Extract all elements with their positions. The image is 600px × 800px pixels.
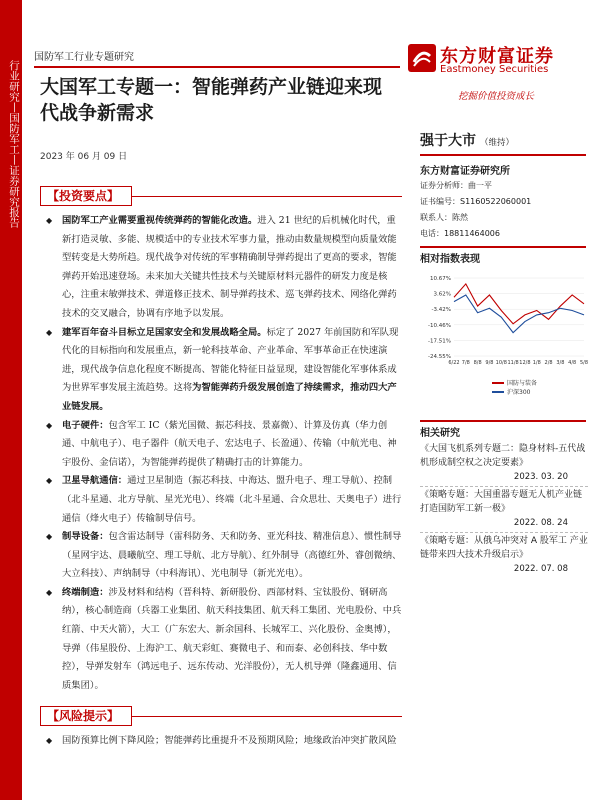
related-item[interactable]: 《策略专题：从俄乌冲突对 A 股军工 产业链带来四大技术升级启示》 [420,536,588,560]
legend-item [492,378,537,387]
sidebar-label: 行业研究丨国防军工丨证券研究报告 [8,60,20,228]
risk-header: 【风险提示】 [40,706,132,726]
logo-name-cn: 东方财富证券 [440,46,554,67]
point-text: 进入 21 世纪的后机械化时代，重新打造灵敏、多能、规模适中的专业技术军事力量，推动由数量规模型向质量效能型转变是大势所趋。现代战争对传统的军事精确制导弹药提出了更高的要求，智能弹药开始迅速登场。未来加大关键共性技术与关键原材料元器件的研发力度是核心，注重末敏弹技术、弹道修正技术、制导弹药技术、巡飞弹药技术、网络化弹药技术的交叉融合，协调有序地予以发展。 [62,215,397,319]
y-tick-label: 10.67% [430,276,451,282]
related-title: 相关研究 [420,428,460,439]
risk-rule [132,716,402,717]
rating-divider [420,154,586,156]
x-tick-label: 10/8 [495,360,507,366]
series-line [454,295,584,333]
report-date: 2023 年 06 月 09 日 [40,152,128,162]
relative-performance-chart [418,272,588,368]
point-lead: 制导设备： [62,531,109,543]
y-tick-label: -24.55% [428,354,451,360]
related-date: 2022. 07. 08 [513,564,568,574]
risk-body [40,732,402,751]
chart-legend [492,378,537,396]
diamond-bullet-icon: ◆ [46,532,53,542]
x-tick-label: 2/8 [544,360,553,366]
point-lead: 国防军工产业需要重视传统弹药的智能化改造。 [62,215,258,226]
x-tick-label: 9/8 [485,360,494,366]
rating-label: 强于大市 [420,133,476,149]
related-divider [420,420,586,422]
diamond-bullet-icon: ◆ [46,216,53,225]
point-paragraph [40,472,402,528]
point-paragraph [40,324,402,417]
legend-label: 沪深300 [507,389,531,396]
perf-title: 相对指数表现 [420,254,480,265]
point-paragraph [40,584,402,696]
analyst-name: 证券分析师：曲一平 [420,181,492,190]
diamond-bullet-icon: ◆ [46,476,53,486]
rating-sub: （维持） [480,138,515,148]
x-tick-label: 8/8 [473,360,482,366]
logo-name-en: Eastmoney Securities [440,64,549,75]
contact-phone: 电话：18811464006 [420,229,500,238]
point-paragraph [40,212,402,324]
point-text: 通过卫星制造（振芯科技、中海达、盟升电子、理工导航）、控制（北斗星通、北方导航、星光光电）、终端（北斗星通、合众思壮、天奥电子）进行通信（烽火电子）传输制导信号。 [62,475,402,524]
x-tick-label: 6/22 [448,360,460,366]
diamond-bullet-icon: ◆ [46,327,53,337]
point-text: 标定了 2027 年前国防和军队现代化的目标指向和发展重点，新一轮科技革命、产业革命、军事革命正在快速演进，现代战争信息化程度不断提高、智能化特征日益显现，建设智能化军事体系成为世界军事发展主流趋势。这将 [62,326,399,394]
y-tick-label: -10.46% [428,322,451,329]
x-tick-label: 7/8 [461,360,470,366]
analyst-cert: 证书编号：S1160522060001 [420,197,532,206]
related-date: 2023. 03. 20 [513,472,568,482]
legend-item [492,387,537,396]
y-tick-label: -3.42% [431,307,451,314]
related-item[interactable]: 《大国飞机系列专题二：隐身材料-五代战机形成制空权之决定要素》 [420,444,586,468]
x-tick-label: 1/8 [532,360,541,366]
related-separator [420,532,588,533]
perf-divider [420,246,586,248]
point-paragraph [40,528,402,584]
contact-name: 联系人：陈然 [420,213,468,222]
brand-logo [408,40,584,80]
point-text: 涉及材料和结构（晋科特、新研股份、西部材料、宝钛股份、钢研高纳），核心制造商（兵器工业集团、航天科技集团、航天科工集团、光电股份、中兵红箭、中天火箭），大工（广东宏大、新余国科、长城军工、兴化股份、金奥博），导弹（伟星股份、上海沪工、航天彩虹、赛微电子、和而泰、必创科技、华中数控），导弹发射车（鸿远电子、远东传动、光洋股份），无人机导弹（隆鑫通用、信质集团）。 [62,586,402,691]
x-tick-label: 3/8 [556,360,565,366]
institute-name: 东方财富证券研究所 [420,166,510,177]
point-lead: 电子硬件： [62,419,109,431]
point-lead: 卫星导航通信： [62,475,128,487]
related-item[interactable]: 《策略专题：大国重器专题无人机产业链打造国防军工新一极》 [420,490,583,514]
point-lead: 终端制造： [62,586,109,598]
risk-text: 国防预算比例下降风险；智能弹药比重提升不及预期风险；地缘政治冲突扩散风险 [62,735,397,746]
point-paragraph [40,417,402,473]
report-title: 大国军工专题一：智能弹药产业链迎来现代战争新需求 [40,76,383,124]
y-tick-label: 3.62% [433,291,451,298]
x-tick-label: 5/8 [579,360,588,366]
series-line [454,284,584,324]
report-category: 国防军工行业专题研究 [34,52,134,63]
diamond-bullet-icon: ◆ [46,587,53,597]
header-divider [34,66,400,68]
eastmoney-logo-icon [408,44,436,72]
point-lead: 建军百年奋斗目标立足国家安全和发展战略全局。 [62,326,267,338]
diamond-bullet-icon: ◆ [46,420,53,430]
x-tick-label: 11/8 [507,360,519,366]
point-text: 包含雷达制导（雷科防务、天和防务、亚光科技、精准信息）、惯性制导（星网宇达、晨曦航空、理工导航、北方导航）、红外制导（高德红外、睿创微纳、大立科技）、声纳制导（中科海讯）、光电制导（新光光电）。 [62,531,402,580]
rating [420,130,514,150]
legend-label: 国防与装备 [507,380,538,387]
slogan: 挖掘价值投资成长 [458,91,535,102]
key-points-header: 【投资要点】 [40,186,132,206]
point-emphasis: 为智能弹药升级发展创造了持续需求，推动四大产业链发展。 [62,382,397,412]
x-tick-label: 4/8 [568,360,577,366]
diamond-bullet-icon: ◆ [46,736,53,745]
key-points-body [40,212,402,695]
point-text: 包含军工 IC（紫光国微、振芯科技、景嘉微）、计算及仿真（华力创通、中航电子）、电子器件（航天电子、宏达电子、长盈通）、传输（中航光电、神宇股份、金信诺），为智能弹药提供了精确打击的计算能力。 [62,419,397,468]
key-points-rule [132,196,402,197]
related-separator [420,486,588,487]
side-strip [0,0,22,800]
related-date: 2022. 08. 24 [513,518,568,528]
x-tick-label: 12/8 [519,360,531,366]
risk-paragraph [40,732,402,751]
y-tick-label: -17.51% [428,338,451,345]
